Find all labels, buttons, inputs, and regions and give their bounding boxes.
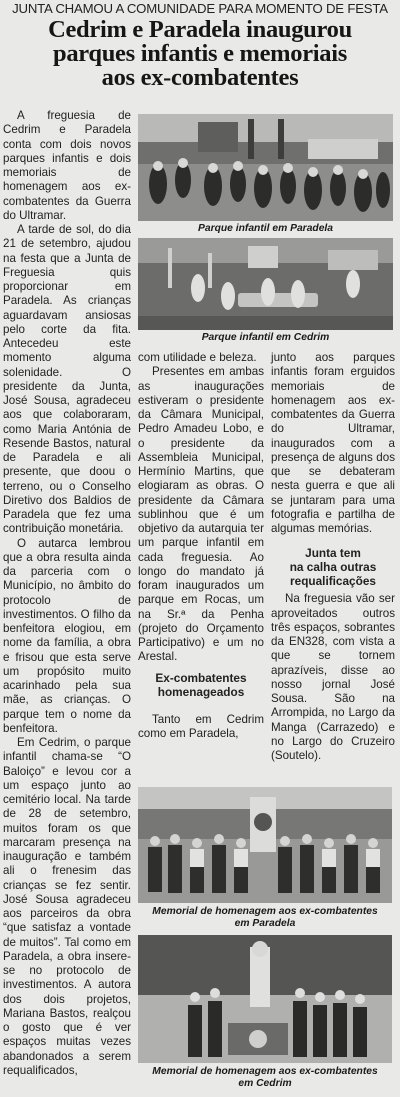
caption-playground-paradela: Parque infantil em Paradela	[197, 223, 334, 234]
memorial-paradela-image	[138, 787, 392, 903]
kicker: JUNTA CHAMOU A COMUNIDADE PARA MOMENTO DE FESTA	[12, 1, 388, 16]
playground-paradela-image	[138, 114, 393, 221]
photo-playground-paradela	[138, 114, 393, 221]
paragraph: Tanto em Cedrim como em Paradela,	[138, 713, 264, 741]
caption-line: em Cedrim	[238, 1078, 292, 1089]
article-column-3	[271, 351, 395, 763]
article-column-1	[3, 109, 131, 1078]
paragraph: Em Cedrim, o parque infantil chama-se “O Baloiço” e levou cor a um espaço junto ao cemitério local. Na tarde de 28 de setembro, muitos foram os que marcaram presença na inauguração e também ali o frenesim das crianças se fez sentir. José Sousa agradeceu aos parceiros da obra “que satisfaz a vontade de muitos”. Tal como em Paradela, a obra insere-se no protocolo de investimentos. A autora dos dois projetos, Mariana Bastos, realçou o gosto que é ver espaços muitas vezes abandonados a serem requalificados,	[3, 736, 131, 1077]
subheading-line: homenageados	[157, 684, 245, 699]
subheading-ex-combatentes	[138, 671, 264, 699]
article-column-2	[138, 351, 264, 703]
playground-cedrim-image	[138, 238, 393, 330]
subheading-requalificacoes	[271, 546, 395, 588]
paragraph: com utilidade e beleza.	[138, 351, 257, 364]
article-column-2-bottom	[138, 713, 264, 742]
headline-line-3: aos ex-combatentes	[101, 64, 299, 91]
caption-memorial-cedrim	[138, 1066, 392, 1090]
paragraph: A tarde de sol, do dia 21 de setembro, ajudou na festa que a Junta de Freguesia quis proporcionar em Paradela. As crianças aguardavam ansiosas pelo corte da fita. Antecedeu este momento alguma solenidade. O presidente da Junta, José Sousa, agradeceu aos que colaboraram, como Maria Antónia de Resende Bastos, natural de Paradela e ali presente, que doou o terreno, ou o Conselho Diretivo dos Baldios de Paradela que fez uma contribuição monetária.	[3, 223, 131, 536]
caption-line: em Paradela	[234, 918, 296, 929]
caption-playground-cedrim: Parque infantil em Cedrim	[201, 332, 330, 343]
paragraph: O autarca lembrou que a obra resulta ainda da parceria com o Município, no âmbito do protocolo de investimentos. O filho da benfeitora elogiou, em nome da família, a obra e frisou que esta serve um propósito muito acarinhado pela sua mãe, as crianças. O parque tem o nome da benfeitora.	[3, 536, 131, 735]
paragraph: junto aos parques infantis foram erguidos memoriais de homenagem aos ex-combatentes da Guerra do Ultramar, inaugurados com a presença de alguns dos que se debateram nesta guerra e que ali se juntaram para uma fotografia e partilha de algumas memórias.	[271, 351, 395, 535]
paragraph: A freguesia de Cedrim e Paradela conta com dois novos parques infantis e dois memoriais de homenagem aos ex-combatentes da Guerra do Ultramar.	[3, 109, 131, 222]
paragraph: Presentes em ambas as inaugurações estiveram o presidente da Câmara Municipal, Pedro Amadeu Lobo, e o presidente da Assembleia Municipal, Hermínio Martins, que elogiaram as obras. O presidente da Câmara sublinhou que é um objetivo da autarquia ter um parque infantil em cada freguesia. Ao longo do mandato já foram inaugurados um parque em Rocas, um na Sr.ª da Penha (projeto do Orçamento Participativo) e um no Arestal.	[138, 365, 264, 664]
photo-playground-cedrim	[138, 238, 393, 330]
caption-memorial-paradela	[138, 906, 392, 930]
subheading-line: Junta tem	[305, 546, 361, 561]
subheading-line: Ex-combatentes	[155, 670, 247, 685]
headline-line-1: Cedrim e Paradela inaugurou	[48, 16, 352, 43]
memorial-cedrim-image	[138, 935, 392, 1063]
paragraph: Na freguesia vão ser aproveitados outros três espaços, sobrantes da EN328, com vista a que se tornem aprazíveis, disse ao nosso jornal José Sousa. São na Arrompida, no Largo da Manga (Carrazedo) e no Largo do Cruzeiro (Soutelo).	[271, 592, 395, 762]
subheading-line: requalificações	[290, 574, 376, 589]
headline-line-2: parques infantis e memoriais	[53, 40, 347, 67]
caption-line: Memorial de homenagem aos ex-combatentes	[152, 906, 378, 917]
photo-memorial-cedrim	[138, 935, 392, 1063]
subheading-line: na calha outras	[289, 560, 377, 575]
headline	[4, 18, 396, 90]
photo-memorial-paradela	[138, 787, 392, 903]
caption-line: Memorial de homenagem aos ex-combatentes	[152, 1066, 378, 1077]
